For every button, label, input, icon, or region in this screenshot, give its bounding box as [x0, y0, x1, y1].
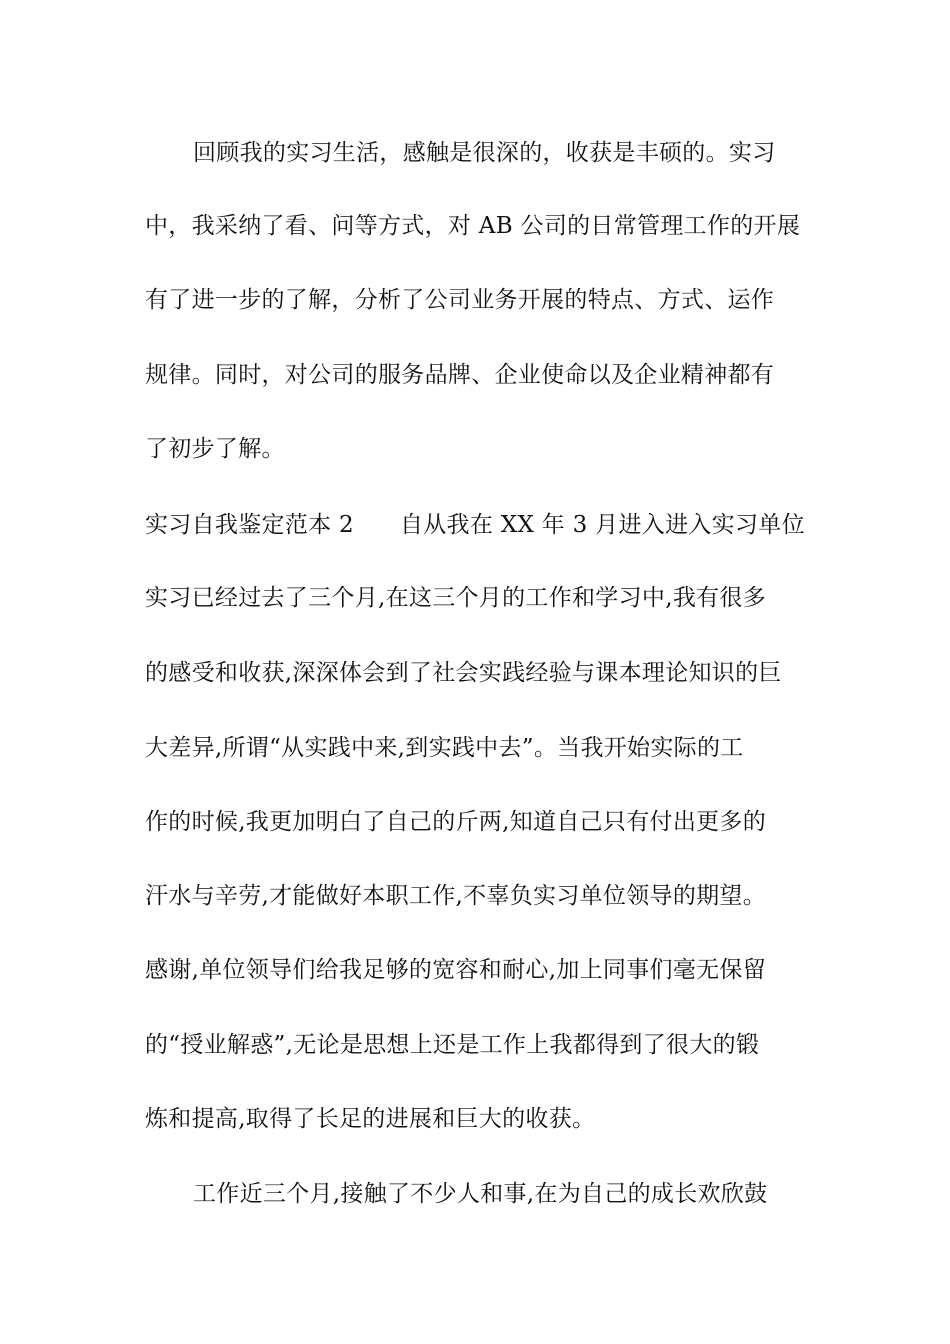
paragraph-line: 规律。同时，对公司的服务品牌、企业使命以及企业精神都有	[145, 362, 775, 388]
paragraph-line: 有了进一步的了解，分析了公司业务开展的特点、方式、运作	[145, 287, 775, 313]
paragraph-line: 的“授业解惑”,无论是思想上还是工作上我都得到了很大的锻	[145, 1032, 760, 1058]
paragraph-line: 的感受和收获,深深体会到了社会实践经验与课本理论知识的巨	[145, 660, 782, 686]
paragraph-line: 了初步了解。	[145, 436, 285, 462]
paragraph-line: 炼和提高,取得了长足的进展和巨大的收获。	[145, 1106, 596, 1132]
section-line	[145, 505, 815, 545]
paragraph-line: 回顾我的实习生活，感触是很深的，收获是丰硕的。实习	[193, 140, 776, 166]
paragraph-line: 工作近三个月,接触了不少人和事,在为自己的成长欢欣鼓	[193, 1181, 768, 1207]
paragraph-line: 中，我采纳了看、问等方式，对 AB 公司的日常管理工作的开展	[145, 213, 801, 239]
section-heading: 实习自我鉴定范本 2	[145, 512, 354, 538]
paragraph-line: 感谢,单位领导们给我足够的宽容和耐心,加上同事们毫无保留	[145, 957, 767, 983]
paragraph-line: 作的时候,我更加明白了自己的斤两,知道自己只有付出更多的	[145, 809, 767, 835]
paragraph-line: 汗水与辛劳,才能做好本职工作,不辜负实习单位领导的期望。	[145, 883, 767, 909]
section-first-text: 自从我在 XX 年 3 月进入进入实习单位	[399, 512, 805, 538]
paragraph-line: 实习已经过去了三个月,在这三个月的工作和学习中,我有很多	[145, 585, 767, 611]
paragraph-line: 大差异,所谓“从实践中来,到实践中去”。当我开始实际的工	[145, 735, 744, 761]
